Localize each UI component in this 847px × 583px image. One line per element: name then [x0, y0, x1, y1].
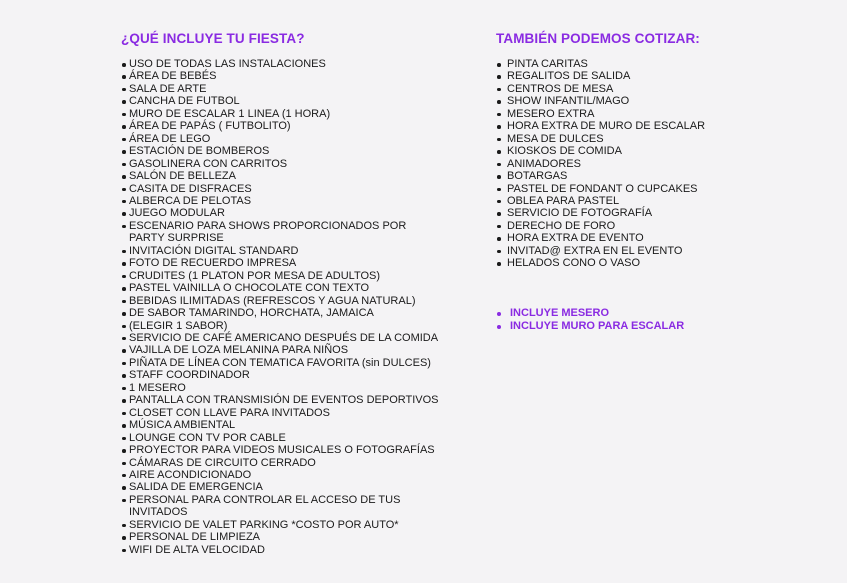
list-item: INVITAD@ EXTRA EN EL EVENTO — [496, 245, 705, 257]
list-item: REGALITOS DE SALIDA — [496, 70, 705, 82]
list-item: BOTARGAS — [496, 170, 705, 182]
list-item: CRUDITES (1 PLATON POR MESA DE ADULTOS) — [121, 270, 439, 282]
list-item: CASITA DE DISFRACES — [121, 183, 439, 195]
list-item: 1 MESERO — [121, 382, 439, 394]
includes-item: INCLUYE MESERO — [496, 307, 684, 320]
list-item: CANCHA DE FUTBOL — [121, 95, 439, 107]
list-item: HELADOS CONO O VASO — [496, 257, 705, 269]
list-item: PASTEL VAINILLA O CHOCOLATE CON TEXTO — [121, 282, 439, 294]
list-item-line: PERSONAL PARA CONTROLAR EL ACCESO DE TUS — [129, 493, 401, 506]
list-item: CÁMARAS DE CIRCUITO CERRADO — [121, 457, 439, 469]
list-item — [121, 494, 439, 519]
list-item-continuation: PARTY SURPRISE — [129, 232, 224, 245]
list-item: PERSONAL DE LIMPIEZA — [121, 531, 439, 543]
list-item — [121, 220, 439, 245]
list-item: PANTALLA CON TRANSMISIÓN DE EVENTOS DEPORTIVOS — [121, 394, 439, 406]
list-item: CENTROS DE MESA — [496, 83, 705, 95]
list-item: SERVICIO DE VALET PARKING *COSTO POR AUTO* — [121, 519, 439, 531]
list-item: PINTA CARITAS — [496, 58, 705, 70]
list-item: MESERO EXTRA — [496, 108, 705, 120]
list-item: ÁREA DE BEBÉS — [121, 70, 439, 82]
list-item-continuation: INVITADOS — [129, 506, 188, 519]
list-item: STAFF COORDINADOR — [121, 369, 439, 381]
list-item: SERVICIO DE FOTOGRAFÍA — [496, 207, 705, 219]
extras-list — [496, 58, 705, 270]
list-item: VAJILLA DE LOZA MELANINA PARA NIÑOS — [121, 344, 439, 356]
included-list — [121, 58, 439, 556]
list-item: PASTEL DE FONDANT O CUPCAKES — [496, 183, 705, 195]
list-item: HORA EXTRA DE EVENTO — [496, 232, 705, 244]
includes-item: INCLUYE MURO PARA ESCALAR — [496, 320, 684, 333]
list-item: SHOW INFANTIL/MAGO — [496, 95, 705, 107]
list-item: ÁREA DE LEGO — [121, 133, 439, 145]
list-item: ÁREA DE PAPÁS ( FUTBOLITO) — [121, 120, 439, 132]
list-item: SERVICIO DE CAFÉ AMERICANO DESPUÉS DE LA COMIDA — [121, 332, 439, 344]
list-item: SALÓN DE BELLEZA — [121, 170, 439, 182]
list-item: INVITACIÓN DIGITAL STANDARD — [121, 245, 439, 257]
list-item: GASOLINERA CON CARRITOS — [121, 158, 439, 170]
list-item: PROYECTOR PARA VIDEOS MUSICALES O FOTOGRAFÍAS — [121, 444, 439, 456]
list-item: AIRE ACONDICIONADO — [121, 469, 439, 481]
list-item: MESA DE DULCES — [496, 133, 705, 145]
quote-heading: TAMBIÉN PODEMOS COTIZAR: — [496, 31, 700, 46]
list-item: MURO DE ESCALAR 1 LINEA (1 HORA) — [121, 108, 439, 120]
list-item: HORA EXTRA DE MURO DE ESCALAR — [496, 120, 705, 132]
list-item: USO DE TODAS LAS INSTALACIONES — [121, 58, 439, 70]
list-item: CLOSET CON LLAVE PARA INVITADOS — [121, 407, 439, 419]
list-item: FOTO DE RECUERDO IMPRESA — [121, 257, 439, 269]
list-item: LOUNGE CON TV POR CABLE — [121, 432, 439, 444]
list-item: DE SABOR TAMARINDO, HORCHATA, JAMAICA — [121, 307, 439, 319]
included-heading: ¿QUÉ INCLUYE TU FIESTA? — [121, 31, 305, 46]
list-item: SALA DE ARTE — [121, 83, 439, 95]
list-item: JUEGO MODULAR — [121, 207, 439, 219]
list-item-line: ESCENARIO PARA SHOWS PROPORCIONADOS POR — [129, 219, 407, 232]
list-item: KIOSKOS DE COMIDA — [496, 145, 705, 157]
includes-list — [496, 307, 684, 333]
list-item: ESTACIÓN DE BOMBEROS — [121, 145, 439, 157]
list-item: ANIMADORES — [496, 158, 705, 170]
list-item: OBLEA PARA PASTEL — [496, 195, 705, 207]
list-item: PIÑATA DE LÍNEA CON TEMATICA FAVORITA (sin DULCES) — [121, 357, 439, 369]
list-item: SALIDA DE EMERGENCIA — [121, 481, 439, 493]
list-item: MÚSICA AMBIENTAL — [121, 419, 439, 431]
list-item: DERECHO DE FORO — [496, 220, 705, 232]
list-item: ALBERCA DE PELOTAS — [121, 195, 439, 207]
list-item: WIFI DE ALTA VELOCIDAD — [121, 544, 439, 556]
list-item: (ELEGIR 1 SABOR) — [121, 320, 439, 332]
list-item: BEBIDAS ILIMITADAS (REFRESCOS Y AGUA NATURAL) — [121, 295, 439, 307]
